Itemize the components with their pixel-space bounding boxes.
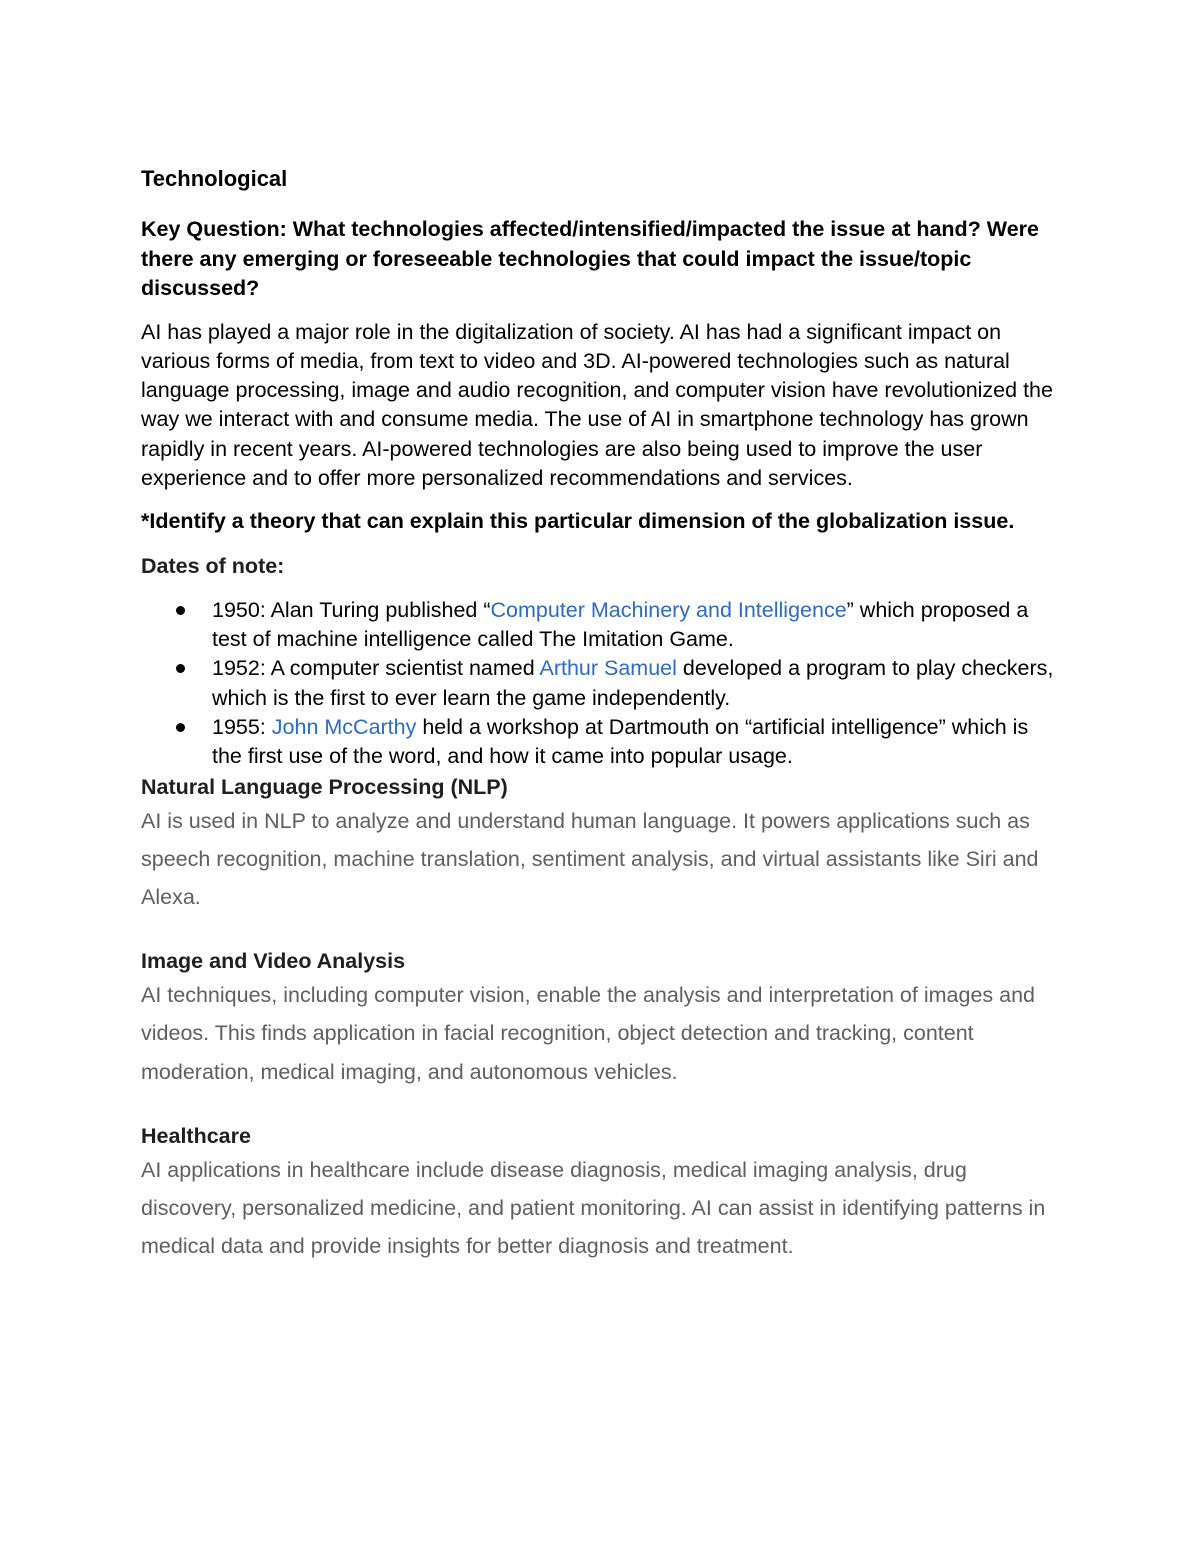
dates-list	[141, 596, 1061, 772]
date-text: developed a program to play checkers, which is the first to ever learn the game independently.	[212, 656, 1054, 710]
section-heading: Natural Language Processing (NLP)	[141, 774, 508, 799]
section-body: AI applications in healthcare include disease diagnosis, medical imaging analysis, drug discovery, personalized medicine, and patient monitoring. AI can assist in identifying patterns in medical data and provide insights for better diagnosis and treatment.	[141, 1157, 1046, 1259]
intro-paragraph: AI has played a major role in the digitalization of society. AI has had a significant impact on various forms of media, from text to video and 3D. AI-powered technologies such as natural language processing, image and audio recognition, and computer vision have revolutionized the way we interact with and consume media. The use of AI in smartphone technology has grown rapidly in recent years. AI-powered technologies are also being used to improve the user experience and to offer more personalized recommendations and services.	[141, 319, 1053, 490]
date-text: 1955:	[212, 714, 272, 739]
document-page	[141, 164, 1061, 1265]
date-item-1952	[141, 654, 1061, 713]
section-nlp	[141, 772, 1061, 917]
bullet-icon	[176, 664, 185, 673]
spacer	[141, 1091, 1061, 1121]
date-text: ” which proposed a test of machine intelligence called The Imitation Game.	[212, 597, 1029, 652]
section-body: AI is used in NLP to analyze and understand human language. It powers applications such as speech recognition, machine translation, sentiment analysis, and virtual assistants like Siri and Alexa.	[141, 808, 1039, 909]
section-healthcare	[141, 1121, 1061, 1266]
section-heading: Healthcare	[141, 1123, 251, 1148]
link-arthur-samuel[interactable]: Arthur Samuel	[539, 656, 677, 681]
link-john-mccarthy[interactable]: John McCarthy	[271, 714, 417, 739]
date-item-1955	[141, 713, 1061, 772]
date-text: 1952: A computer scientist named	[212, 656, 540, 681]
date-text: held a workshop at Dartmouth on “artificial intelligence” which is the first use of the word, and how it came into popular usage.	[212, 714, 1029, 769]
theory-prompt: *Identify a theory that can explain this particular dimension of the globalization issue.	[141, 509, 1015, 534]
date-item-1950	[141, 596, 1061, 655]
date-text: 1950: Alan Turing published “	[212, 597, 491, 622]
dates-heading: Dates of note:	[141, 553, 285, 578]
section-heading: Image and Video Analysis	[141, 949, 406, 974]
document-title: Technological	[141, 166, 288, 191]
bullet-icon	[176, 606, 185, 615]
bullet-icon	[176, 723, 185, 732]
link-computer-machinery[interactable]: Computer Machinery and Intelligence	[490, 597, 847, 622]
key-question: Key Question: What technologies affected/intensified/impacted the issue at hand? Were there any emerging or foreseeable technologies that could impact the issue/topic discussed?	[141, 217, 1039, 300]
section-body: AI techniques, including computer vision, enable the analysis and interpretation of images and videos. This finds application in facial recognition, object detection and tracking, content moderation, medical imaging, and autonomous vehicles.	[141, 983, 1035, 1084]
section-image-video	[141, 946, 1061, 1091]
spacer	[141, 916, 1061, 946]
